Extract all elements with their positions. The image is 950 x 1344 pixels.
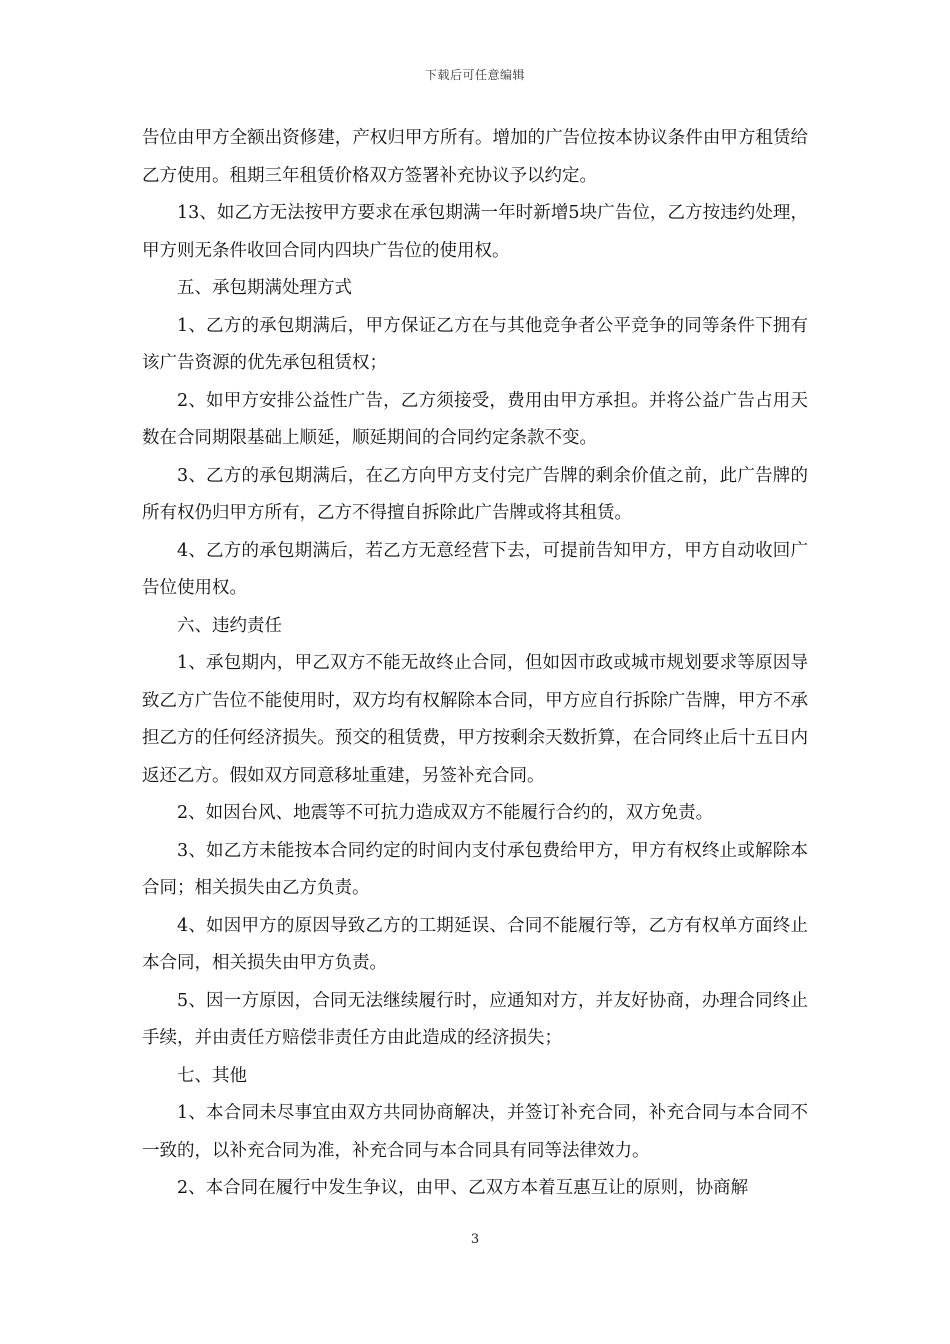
section-heading: 六、违约责任 [177,615,282,636]
paragraph: 5、因一方原因，合同无法继续履行时，应通知对方，并友好协商，办理合同终止手续，并由责任方赔偿非责任方由此造成的经济损失； [142,990,808,1048]
paragraph: 4、如因甲方的原因导致乙方的工期延误、合同不能履行等，乙方有权单方面终止本合同，相关损失由甲方负责。 [142,915,808,973]
section-heading: 七、其他 [177,1065,247,1086]
paragraph: 1、承包期内，甲乙双方不能无故终止合同，但如因市政或城市规划要求等原因导致乙方广告位不能使用时，双方均有权解除本合同，甲方应自行拆除广告牌，甲方不承担乙方的任何经济损失。预交的租赁费，甲方按剩余天数折算，在合同终止后十五日内返还乙方。假如双方同意移址重建，另签补充合同。 [142,653,808,786]
page-header: 下载后可任意编辑 [424,68,525,82]
paragraph: 1、本合同未尽事宜由双方共同协商解决，并签订补充合同，补充合同与本合同不一致的，以补充合同为准，补充合同与本合同具有同等法律效力。 [142,1103,808,1161]
paragraph: 4、乙方的承包期满后，若乙方无意经营下去，可提前告知甲方，甲方自动收回广告位使用权。 [142,540,808,598]
paragraph: 3、乙方的承包期满后，在乙方向甲方支付完广告牌的剩余价值之前，此广告牌的所有权仍归甲方所有，乙方不得擅自拆除此广告牌或将其租赁。 [142,465,808,523]
page-number: 3 [470,1232,480,1247]
section-heading: 五、承包期满处理方式 [177,278,352,298]
paragraph: 2、如甲方安排公益性广告，乙方须接受，费用由甲方承担。并将公益广告占用天数在合同期限基础上顺延，顺延期间的合同约定条款不变。 [142,390,808,448]
paragraph: 1、乙方的承包期满后，甲方保证乙方在与其他竞争者公平竞争的同等条件下拥有该广告资源的优先承包租赁权； [142,315,808,373]
paragraph: 2、本合同在履行中发生争议，由甲、乙双方本着互惠互让的原则，协商解 [177,1178,749,1198]
paragraph: 告位由甲方全额出资修建，产权归甲方所有。增加的广告位按本协议条件由甲方租赁给乙方使用。租期三年租赁价格双方签署补充协议予以约定。 [142,128,808,186]
paragraph: 3、如乙方未能按本合同约定的时间内支付承包费给甲方，甲方有权终止或解除本合同；相关损失由乙方负责。 [142,840,808,898]
paragraph: 13、如乙方无法按甲方要求在承包期满一年时新增5块广告位，乙方按违约处理，甲方则无条件收回合同内四块广告位的使用权。 [142,203,808,261]
document-body [142,120,808,1208]
paragraph: 2、如因台风、地震等不可抗力造成双方不能履行合约的，双方免责。 [177,803,714,823]
